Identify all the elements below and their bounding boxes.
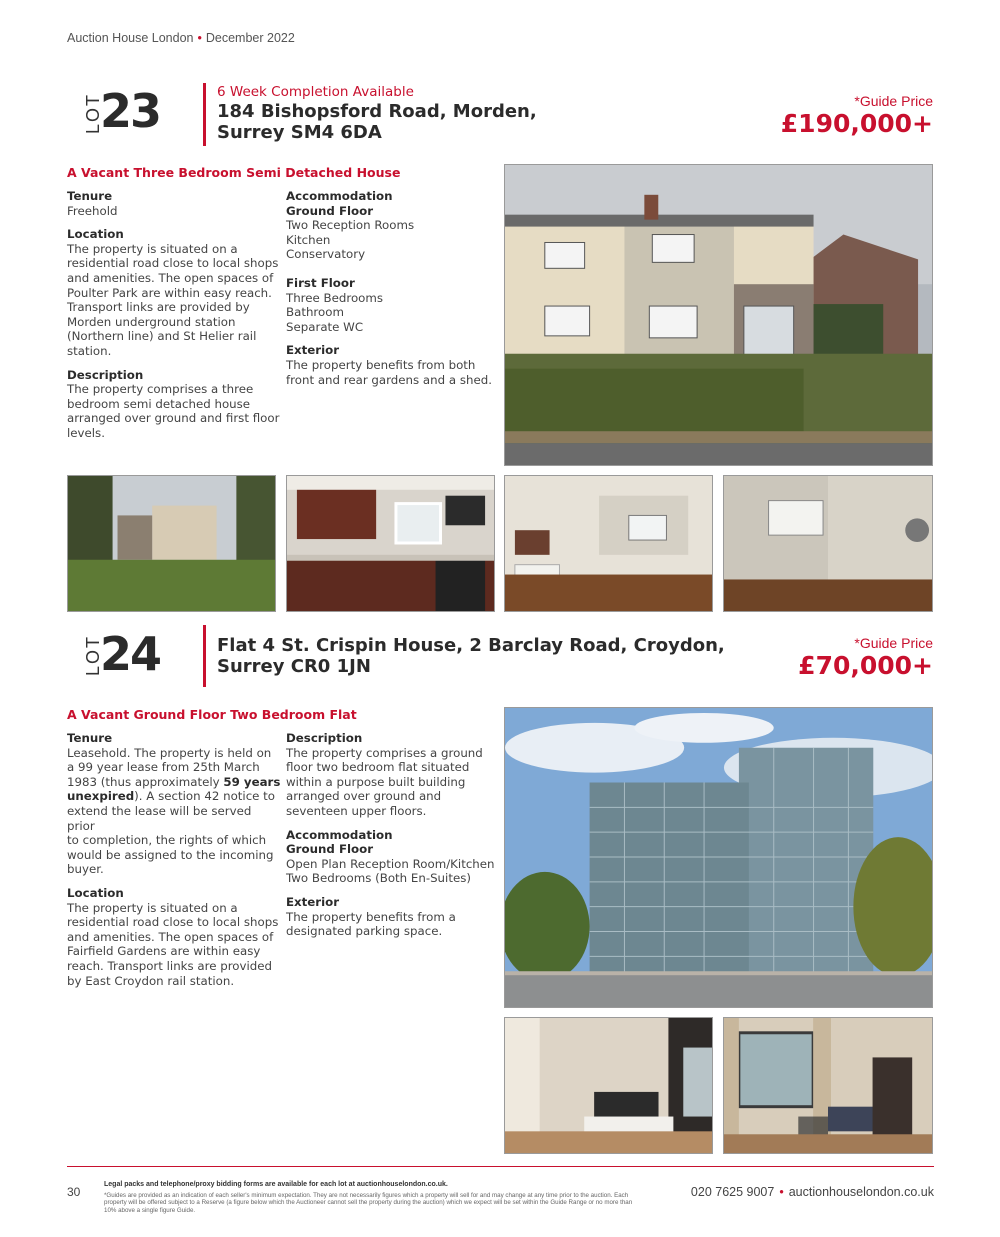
address-line: Flat 4 St. Crispin House, 2 Barclay Road, Croydon, bbox=[217, 635, 725, 656]
lease-unexpired: unexpired bbox=[67, 789, 135, 804]
ground-floor-heading: Ground Floor bbox=[286, 203, 374, 218]
room-item: Two Bedrooms (Both En-Suites) bbox=[286, 871, 471, 886]
text-line: station. bbox=[67, 343, 112, 358]
text-line: Leasehold. The property is held on bbox=[67, 745, 272, 760]
lot-address bbox=[217, 101, 537, 143]
text-line: The property is situated on a bbox=[67, 241, 238, 256]
address-line: Surrey SM4 6DA bbox=[217, 122, 382, 143]
text-line bbox=[67, 789, 282, 804]
page-header bbox=[67, 31, 295, 45]
exterior-heading: Exterior bbox=[286, 894, 340, 909]
lot-details-right bbox=[286, 731, 500, 939]
lot-number: 23 bbox=[100, 84, 161, 138]
text-line: The property benefits from a bbox=[286, 909, 456, 924]
text-line: Poulter Park are within easy reach. bbox=[67, 285, 272, 300]
text-line: to completion, the rights of which bbox=[67, 833, 267, 848]
text-line: seventeen upper floors. bbox=[286, 803, 427, 818]
room-item: Two Reception Rooms bbox=[286, 218, 415, 233]
text-line: and amenities. The open spaces of bbox=[67, 270, 274, 285]
address-line: Surrey CR0 1JN bbox=[217, 656, 371, 677]
phone-number[interactable]: 020 7625 9007 bbox=[690, 1185, 775, 1199]
text-line: and amenities. The open spaces of bbox=[67, 929, 274, 944]
room-item: Open Plan Reception Room/Kitchen bbox=[286, 856, 495, 871]
room-item: Kitchen bbox=[286, 232, 331, 247]
text-line: within a purpose built building bbox=[286, 774, 466, 789]
header-separator: • bbox=[197, 31, 202, 45]
location-text bbox=[67, 901, 282, 989]
room-item: Conservatory bbox=[286, 247, 366, 262]
room-item: Separate WC bbox=[286, 319, 364, 334]
page-number: 30 bbox=[67, 1185, 81, 1199]
location-heading: Location bbox=[67, 227, 124, 242]
lot-label: LOT bbox=[83, 92, 103, 134]
guide-price: £70,000+ bbox=[798, 651, 933, 680]
bedroom-photo bbox=[723, 475, 933, 612]
guide-disclaimer: *Guides are provided as an indication of each seller's minimum expectation. They are not necessarily figures which a property will sell for and may change at any time prior to the auction. Each property will be offered subject to a Reserve (a figure below which the Auctioneer cannot sell the property during the auction) which we expect will be set within the Guide Range or no more than 10% above a single figure Guide. bbox=[104, 1192, 633, 1214]
lot-label: LOT bbox=[83, 634, 103, 676]
rear-garden-photo bbox=[67, 475, 276, 612]
description-heading: Description bbox=[67, 367, 144, 382]
accommodation-heading: Accommodation bbox=[286, 189, 393, 203]
text-line: The property comprises a three bbox=[67, 382, 254, 397]
text-line: The property is situated on a bbox=[67, 900, 238, 915]
house-exterior-photo bbox=[504, 164, 933, 466]
text-span: 1983 (thus approximately bbox=[67, 774, 224, 789]
text-line: bedroom semi detached house bbox=[67, 396, 251, 411]
bedroom-photo bbox=[504, 1017, 713, 1154]
first-floor-heading: First Floor bbox=[286, 275, 355, 290]
location-text bbox=[67, 242, 282, 359]
description-text bbox=[67, 382, 282, 440]
text-line: floor two bedroom flat situated bbox=[286, 760, 470, 775]
reception-room-photo bbox=[723, 1017, 933, 1154]
completion-note: 6 Week Completion Available bbox=[217, 84, 414, 100]
text-line: reach. Transport links are provided bbox=[67, 958, 273, 973]
text-line: a 99 year lease from 25th March bbox=[67, 760, 260, 775]
lot-details-left bbox=[67, 189, 282, 441]
text-span: ). A section 42 notice to bbox=[134, 789, 276, 804]
lot-divider bbox=[203, 625, 206, 687]
exterior-heading: Exterior bbox=[286, 343, 340, 358]
accommodation-heading: Accommodation bbox=[286, 827, 393, 842]
room-item: Bathroom bbox=[286, 305, 344, 320]
room-item: Three Bedrooms bbox=[286, 290, 384, 305]
text-line: residential road close to local shops bbox=[67, 256, 279, 271]
publication-name: Auction House London bbox=[67, 31, 194, 45]
lot-subheading: A Vacant Three Bedroom Semi Detached House bbox=[67, 165, 401, 180]
contact-info bbox=[691, 1185, 934, 1199]
text-line: The property comprises a ground bbox=[286, 745, 483, 760]
description-heading: Description bbox=[286, 731, 363, 745]
footer-divider bbox=[67, 1166, 934, 1167]
location-heading: Location bbox=[67, 885, 124, 900]
contact-separator: • bbox=[779, 1185, 784, 1199]
text-line: would be assigned to the incoming bbox=[67, 847, 274, 862]
building-exterior-photo bbox=[504, 707, 933, 1008]
address-line: 184 Bishopsford Road, Morden, bbox=[217, 101, 537, 122]
text-line: extend the lease will be served prior bbox=[67, 803, 252, 833]
text-line bbox=[67, 775, 282, 790]
tenure-heading: Tenure bbox=[67, 731, 113, 745]
text-line: levels. bbox=[67, 425, 105, 440]
text-line: Morden underground station bbox=[67, 314, 236, 329]
ground-floor-heading: Ground Floor bbox=[286, 842, 374, 857]
tenure-heading: Tenure bbox=[67, 189, 113, 203]
lot-divider bbox=[203, 83, 206, 146]
reception-room-photo bbox=[504, 475, 713, 612]
text-line: designated parking space. bbox=[286, 924, 443, 939]
tenure-text: Freehold bbox=[67, 203, 118, 218]
lot-address bbox=[217, 635, 725, 677]
publication-date: December 2022 bbox=[205, 31, 295, 45]
website-link[interactable]: auctionhouselondon.co.uk bbox=[788, 1185, 934, 1199]
legal-notice: Legal packs and telephone/proxy bidding forms are available for each lot at auctionhouselondon.co.uk. bbox=[104, 1181, 448, 1188]
guide-price-label: *Guide Price bbox=[854, 635, 933, 651]
guide-price-label: *Guide Price bbox=[854, 93, 933, 109]
lot-details-right bbox=[286, 189, 498, 387]
text-line: Fairfield Gardens are within easy bbox=[67, 944, 261, 959]
text-line: residential road close to local shops bbox=[67, 915, 279, 930]
text-line: front and rear gardens and a shed. bbox=[286, 372, 492, 387]
guide-price: £190,000+ bbox=[780, 109, 933, 138]
lot-number: 24 bbox=[100, 627, 161, 681]
lot-details-left bbox=[67, 731, 282, 988]
text-line: Transport links are provided by bbox=[67, 300, 250, 315]
tenure-text bbox=[67, 746, 282, 877]
text-line: arranged over ground and bbox=[286, 789, 442, 804]
kitchen-photo bbox=[286, 475, 495, 612]
lot-subheading: A Vacant Ground Floor Two Bedroom Flat bbox=[67, 707, 357, 722]
text-line: by East Croydon rail station. bbox=[67, 973, 235, 988]
text-line: The property benefits from both bbox=[286, 357, 476, 372]
text-line: (Northern line) and St Helier rail bbox=[67, 329, 257, 344]
text-line: buyer. bbox=[67, 862, 104, 877]
lease-years: 59 years bbox=[223, 774, 281, 789]
text-line: arranged over ground and first floor bbox=[67, 411, 280, 426]
